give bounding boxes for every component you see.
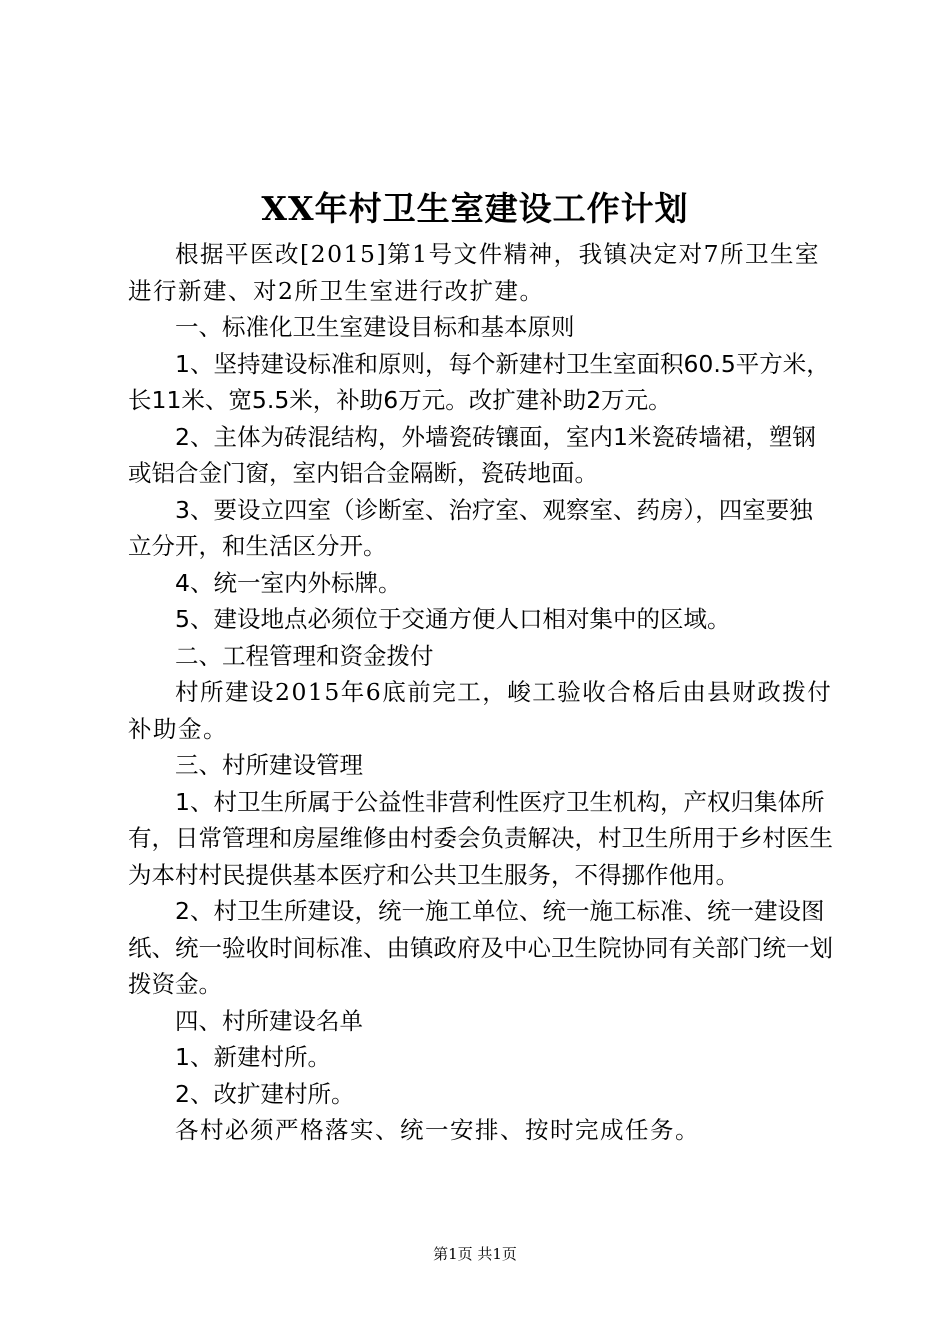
document-body <box>128 236 834 1149</box>
document-title: XX年村卫生室建设工作计划 <box>261 189 689 228</box>
paragraph-closing: 各村必须严格落实、统一安排、按时完成任务。 <box>175 1116 700 1144</box>
page-footer: 第1页 共1页 <box>433 1245 517 1263</box>
section-heading-2: 二、工程管理和资金拨付 <box>175 641 434 670</box>
paragraph-1-1: 1、坚持建设标准和原则，每个新建村卫生室面积60.5平方米，长11米、宽5.5米，补助6万元。改扩建补助2万元。 <box>128 349 830 414</box>
section-heading-3: 三、村所建设管理 <box>175 751 363 779</box>
paragraph-1-5: 5、建设地点必须位于交通方便人口相对集中的区域。 <box>175 605 731 633</box>
section-heading-1: 一、标准化卫生室建设目标和基本原则 <box>175 313 575 341</box>
paragraph-2-1: 村所建设2015年6底前完工，峻工验收合格后由县财政拨付补助金。 <box>128 678 833 743</box>
paragraph-4-1: 1、新建村所。 <box>175 1043 331 1071</box>
paragraph-4-2: 2、改扩建村所。 <box>175 1079 355 1108</box>
paragraph-intro: 根据平医改[2015]第1号文件精神，我镇决定对7所卫生室进行新建、对2所卫生室进行改扩建。 <box>128 240 821 305</box>
paragraph-3-2: 2、村卫生所建设，统一施工单位、统一施工标准、统一建设图纸、统一验收时间标准、由镇政府及中心卫生院协同有关部门统一划拨资金。 <box>128 897 833 998</box>
paragraph-1-2: 2、主体为砖混结构，外墙瓷砖镶面，室内1米瓷砖墙裙，塑钢或铝合金门窗，室内铝合金隔断，瓷砖地面。 <box>128 422 816 487</box>
paragraph-1-4: 4、统一室内外标牌。 <box>175 568 402 597</box>
paragraph-3-1: 1、村卫生所属于公益性非营利性医疗卫生机构，产权归集体所有，日常管理和房屋维修由村委会负责解决，村卫生所用于乡村医生为本村村民提供基本医疗和公共卫生服务，不得挪作他用。 <box>128 787 833 889</box>
section-heading-4: 四、村所建设名单 <box>175 1006 363 1035</box>
paragraph-1-3: 3、要设立四室（诊断室、治疗室、观察室、药房），四室要独立分开，和生活区分开。 <box>128 495 813 560</box>
